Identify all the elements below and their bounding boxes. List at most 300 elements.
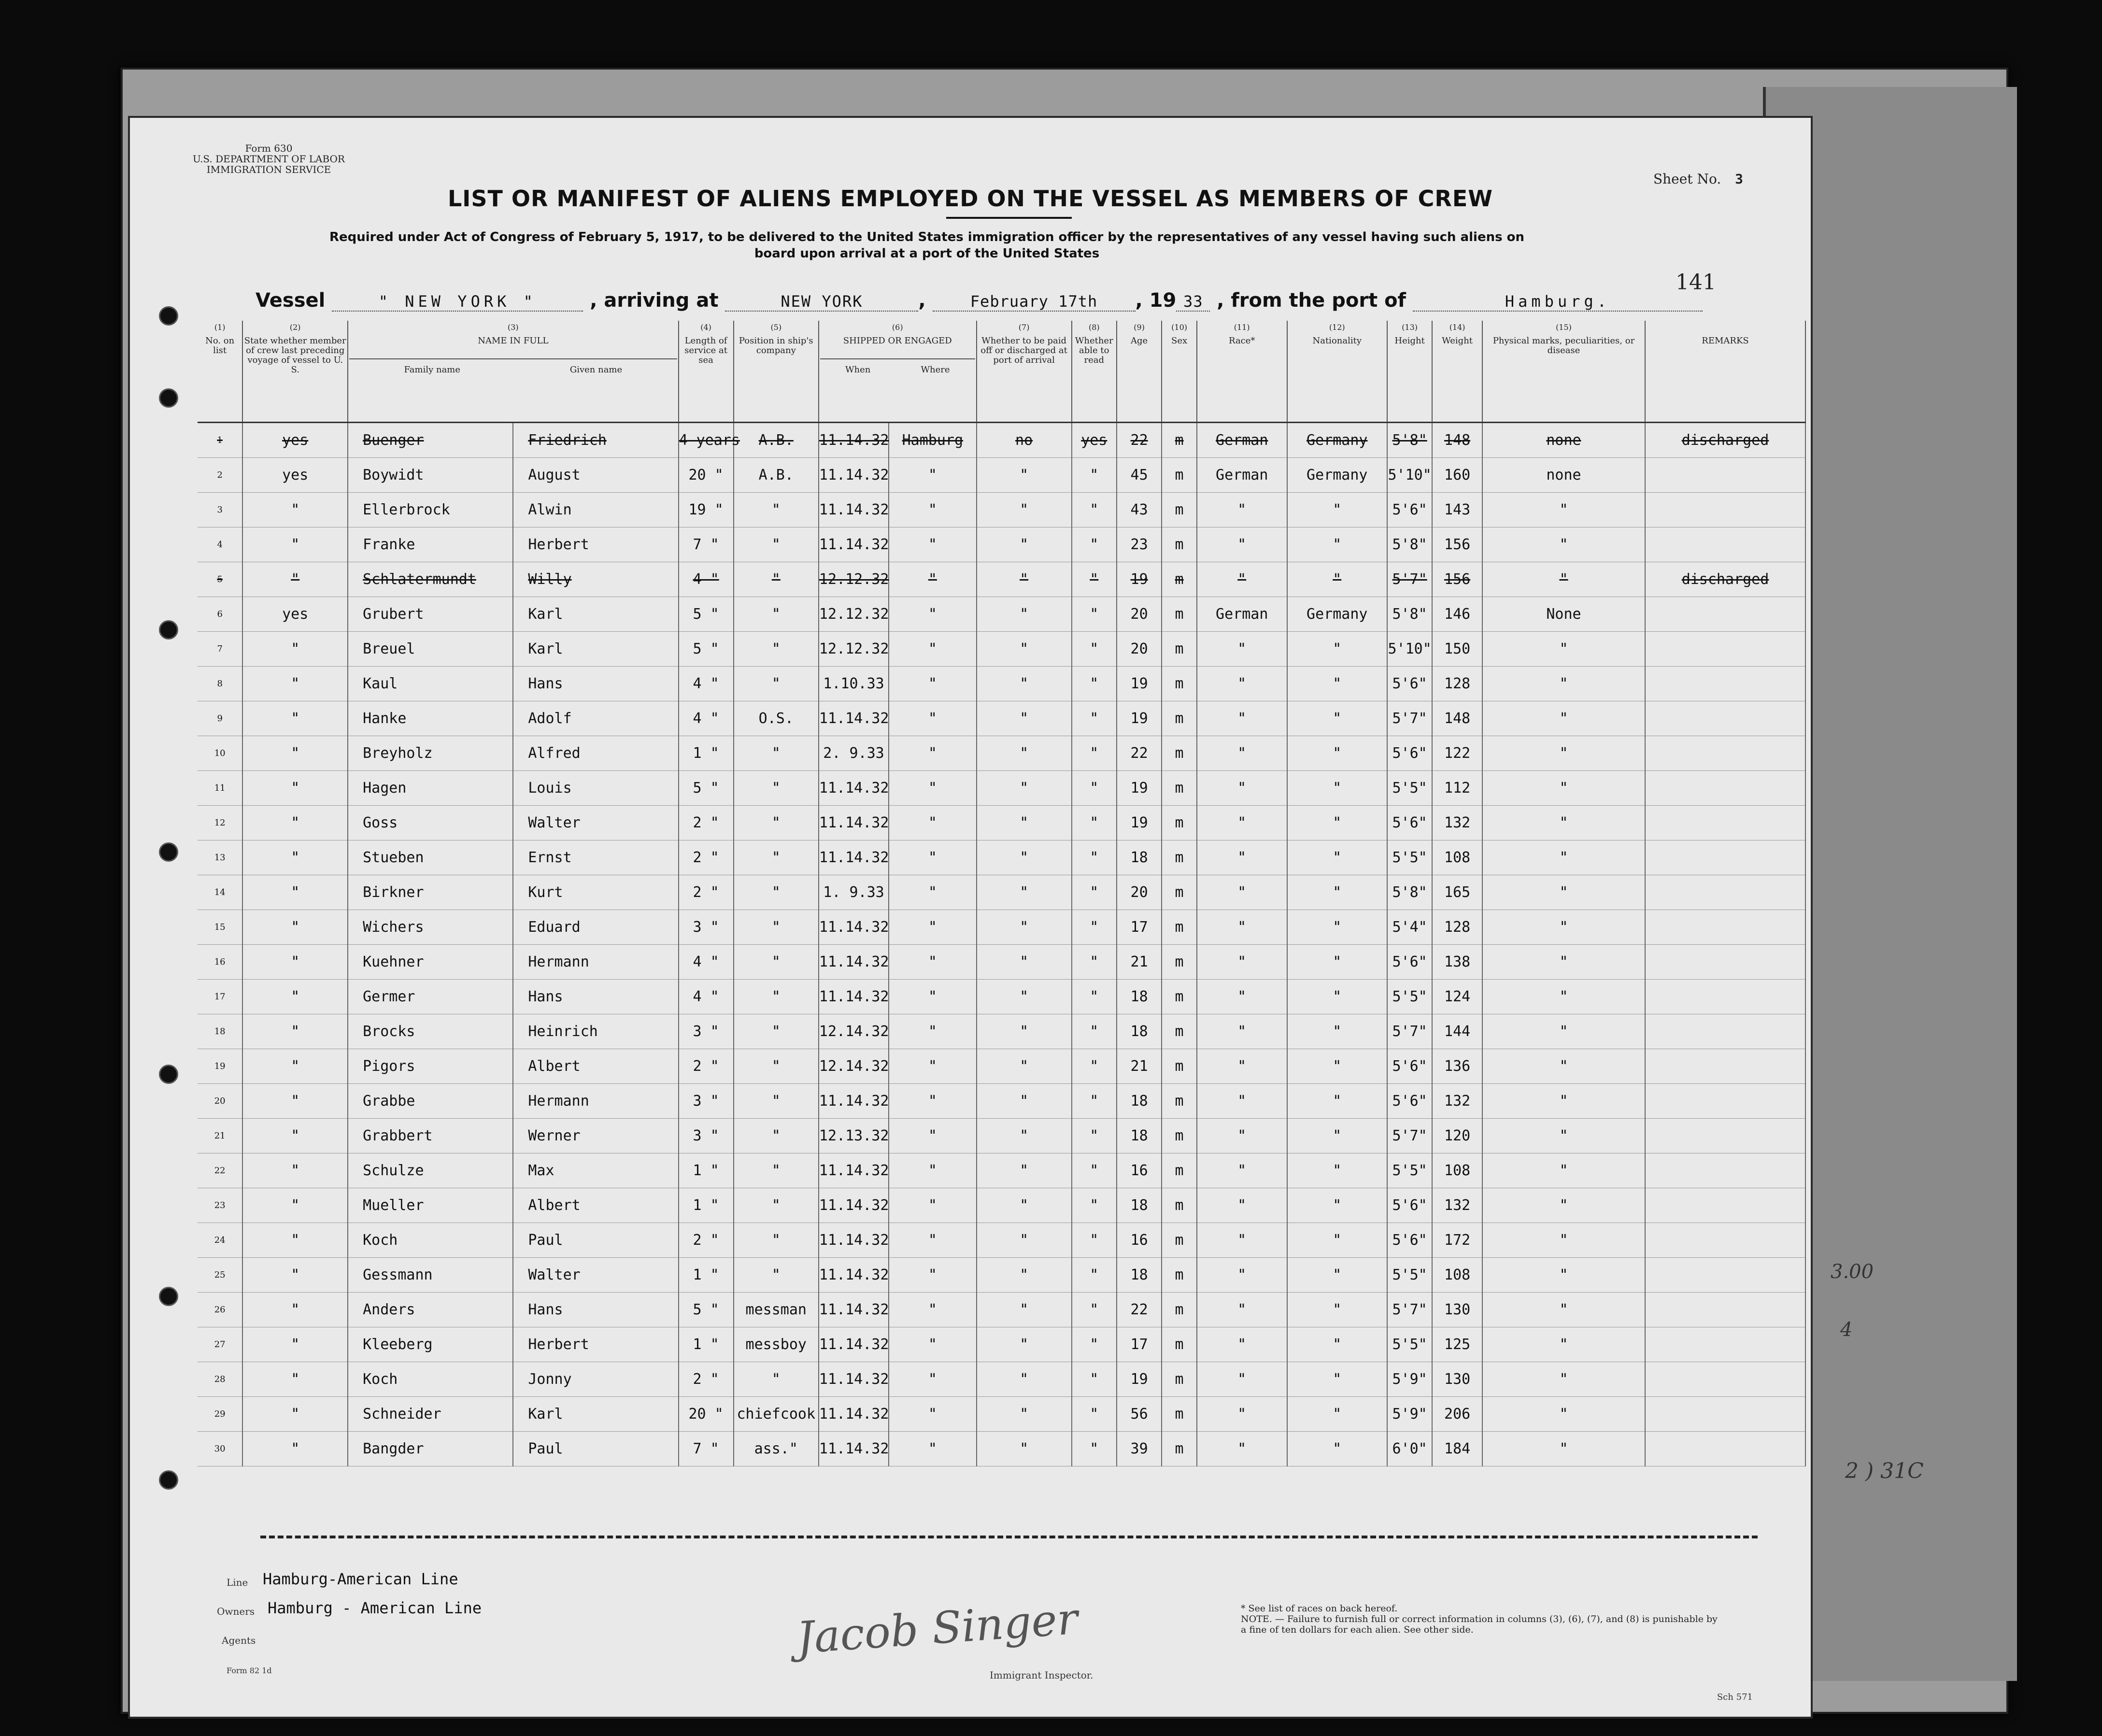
cell-prev: " (242, 840, 348, 875)
cell-paid: " (977, 631, 1072, 666)
cell-nat: " (1287, 631, 1387, 666)
cell-given: Eduard (513, 910, 678, 944)
cell-race: " (1197, 1396, 1287, 1431)
cell-position: " (734, 1223, 819, 1257)
cell-when: 11.14.32 (819, 979, 889, 1014)
manifest-table (198, 321, 1806, 1466)
cell-weight: 136 (1432, 1049, 1482, 1083)
cell-family: Kleeberg (348, 1327, 513, 1362)
cell-weight: 160 (1432, 457, 1482, 492)
cell-position: messman (734, 1292, 819, 1327)
cell-when: 12.14.32 (819, 1014, 889, 1049)
cell-sex: m (1162, 1083, 1197, 1118)
table-row (198, 457, 1805, 492)
cell-race: " (1197, 562, 1287, 597)
cell-height: 5'5" (1387, 1153, 1432, 1188)
col-header-height: (13) Height (1387, 321, 1432, 422)
table-row (198, 1292, 1805, 1327)
cell-n: 26 (198, 1292, 242, 1327)
port-label: , from the port of (1217, 289, 1406, 312)
cell-nat: " (1287, 979, 1387, 1014)
cell-when: 12.12.32 (819, 597, 889, 631)
cell-height: 5'6" (1387, 1083, 1432, 1118)
cell-paid: " (977, 597, 1072, 631)
table-row (198, 562, 1805, 597)
cell-race: " (1197, 805, 1287, 840)
cell-age: 16 (1117, 1223, 1162, 1257)
cell-prev: " (242, 875, 348, 910)
cell-marks: " (1482, 1153, 1645, 1188)
cell-when: 11.14.32 (819, 1153, 889, 1188)
cell-sex: m (1162, 1327, 1197, 1362)
cell-height: 5'6" (1387, 736, 1432, 770)
cell-service: 2 " (679, 1049, 734, 1083)
cell-weight: 125 (1432, 1327, 1482, 1362)
cell-marks: " (1482, 1431, 1645, 1466)
table-row (198, 1014, 1805, 1049)
cell-race: " (1197, 1049, 1287, 1083)
cell-paid: " (977, 457, 1072, 492)
cell-age: 19 (1117, 701, 1162, 736)
cell-sex: m (1162, 805, 1197, 840)
cell-age: 21 (1117, 944, 1162, 979)
cell-nat: " (1287, 1153, 1387, 1188)
cell-when: 11.14.32 (819, 1431, 889, 1466)
cell-prev: " (242, 944, 348, 979)
cell-n: 3 (198, 492, 242, 527)
cell-paid: " (977, 701, 1072, 736)
col-header-read: (8) Whether able to read (1072, 321, 1117, 422)
cell-marks: " (1482, 562, 1645, 597)
cell-age: 21 (1117, 1049, 1162, 1083)
cell-sex: m (1162, 875, 1197, 910)
owners-value: Hamburg - American Line (268, 1599, 482, 1617)
cell-position: " (734, 666, 819, 701)
cell-age: 18 (1117, 1014, 1162, 1049)
cell-service: 4 " (679, 666, 734, 701)
cell-n: 10 (198, 736, 242, 770)
cell-given: Adolf (513, 701, 678, 736)
cell-nat: " (1287, 1014, 1387, 1049)
cell-sex: m (1162, 736, 1197, 770)
cell-paid: " (977, 840, 1072, 875)
cell-nat: Germany (1287, 457, 1387, 492)
cell-weight: 132 (1432, 805, 1482, 840)
cell-read: " (1072, 631, 1117, 666)
races-note: * See list of races on back hereof. (1241, 1603, 1398, 1614)
col-header-sex: (10) Sex (1162, 321, 1197, 422)
cell-height: 5'10" (1387, 631, 1432, 666)
cell-sex: m (1162, 1223, 1197, 1257)
cell-when: 12.12.32 (819, 631, 889, 666)
cell-sex: m (1162, 840, 1197, 875)
cell-remarks (1645, 492, 1805, 527)
cell-paid: " (977, 910, 1072, 944)
cell-family: Grabbert (348, 1118, 513, 1153)
cell-read: " (1072, 597, 1117, 631)
cell-service: 20 " (679, 457, 734, 492)
cell-n: 28 (198, 1362, 242, 1396)
table-row (198, 631, 1805, 666)
agents-label: Agents (222, 1635, 256, 1646)
cell-where: " (889, 1327, 976, 1362)
cell-read: " (1072, 1431, 1117, 1466)
cell-remarks (1645, 1083, 1805, 1118)
cell-position: ass." (734, 1431, 819, 1466)
binder-hole (159, 1470, 178, 1490)
cell-given: Paul (513, 1431, 678, 1466)
cell-age: 18 (1117, 979, 1162, 1014)
cell-nat: " (1287, 944, 1387, 979)
cell-remarks (1645, 1118, 1805, 1153)
cell-nat: " (1287, 736, 1387, 770)
cell-given: Friedrich (513, 422, 678, 457)
cell-given: Karl (513, 597, 678, 631)
cell-age: 18 (1117, 1118, 1162, 1153)
cell-service: 7 " (679, 1431, 734, 1466)
cell-sex: m (1162, 631, 1197, 666)
cell-when: 11.14.32 (819, 701, 889, 736)
cell-where: " (889, 1257, 976, 1292)
cell-given: Albert (513, 1049, 678, 1083)
cell-position: " (734, 492, 819, 527)
cell-position: " (734, 910, 819, 944)
cell-remarks (1645, 1362, 1805, 1396)
cell-sex: m (1162, 527, 1197, 562)
cell-marks: " (1482, 527, 1645, 562)
col-header-previous-voyage: (2) State whether member of crew last preceding voyage of vessel to U. S. (242, 321, 348, 422)
cell-weight: 130 (1432, 1292, 1482, 1327)
cell-where: " (889, 1118, 976, 1153)
cell-given: Louis (513, 770, 678, 805)
cell-prev: " (242, 666, 348, 701)
cell-family: Wichers (348, 910, 513, 944)
cell-when: 12.12.32 (819, 562, 889, 597)
cell-age: 19 (1117, 666, 1162, 701)
cell-n: 6 (198, 597, 242, 631)
cell-n: 29 (198, 1396, 242, 1431)
cell-paid: " (977, 1118, 1072, 1153)
cell-marks: " (1482, 910, 1645, 944)
table-row (198, 1188, 1805, 1223)
cell-marks: none (1482, 422, 1645, 457)
cell-nat: " (1287, 875, 1387, 910)
cell-n: 17 (198, 979, 242, 1014)
cell-given: Ernst (513, 840, 678, 875)
col-header-position: (5) Position in ship's company (734, 321, 819, 422)
cell-height: 5'7" (1387, 701, 1432, 736)
cell-height: 5'8" (1387, 875, 1432, 910)
cell-read: " (1072, 492, 1117, 527)
cell-weight: 150 (1432, 631, 1482, 666)
cell-height: 5'5" (1387, 770, 1432, 805)
cell-paid: " (977, 770, 1072, 805)
cell-family: Anders (348, 1292, 513, 1327)
cell-age: 19 (1117, 805, 1162, 840)
cell-service: 3 " (679, 910, 734, 944)
cell-where: " (889, 562, 976, 597)
cell-when: 11.14.32 (819, 910, 889, 944)
cell-nat: " (1287, 910, 1387, 944)
table-row (198, 597, 1805, 631)
margin-scribble: 4 (1840, 1319, 1853, 1341)
sheet-number (1653, 171, 1743, 187)
cell-when: 11.14.32 (819, 1083, 889, 1118)
cell-race: " (1197, 1014, 1287, 1049)
cell-age: 17 (1117, 910, 1162, 944)
cell-marks: none (1482, 457, 1645, 492)
col-header-remarks: REMARKS (1645, 321, 1805, 422)
cell-nat: " (1287, 1257, 1387, 1292)
cell-marks: " (1482, 1083, 1645, 1118)
cell-marks: " (1482, 1223, 1645, 1257)
binder-hole (159, 1287, 178, 1306)
cell-family: Breuel (348, 631, 513, 666)
cell-when: 1.10.33 (819, 666, 889, 701)
cell-service: 4 " (679, 701, 734, 736)
cell-service: 7 " (679, 527, 734, 562)
cell-marks: " (1482, 1396, 1645, 1431)
page-subtitle: Required under Act of Congress of February 5, 1917, to be delivered to the United States immigration officer by the representatives of any vessel having such aliens on board upon arrival at a port of the United States (329, 230, 1525, 261)
service-name: IMMIGRATION SERVICE (206, 164, 331, 175)
cell-paid: " (977, 875, 1072, 910)
cell-prev: yes (242, 422, 348, 457)
cell-sex: m (1162, 1292, 1197, 1327)
cell-sex: m (1162, 770, 1197, 805)
table-row (198, 1257, 1805, 1292)
cell-sex: m (1162, 1257, 1197, 1292)
cell-prev: " (242, 1292, 348, 1327)
cell-where: " (889, 875, 976, 910)
cell-weight: 156 (1432, 562, 1482, 597)
cell-n: 25 (198, 1257, 242, 1292)
cell-race: " (1197, 1153, 1287, 1188)
table-row (198, 736, 1805, 770)
cell-age: 22 (1117, 422, 1162, 457)
cell-nat: Germany (1287, 597, 1387, 631)
cell-n: 7 (198, 631, 242, 666)
cell-when: 12.13.32 (819, 1118, 889, 1153)
cell-given: Paul (513, 1223, 678, 1257)
cell-weight: 138 (1432, 944, 1482, 979)
cell-read: " (1072, 875, 1117, 910)
table-row (198, 1083, 1805, 1118)
title-rule (946, 217, 1072, 219)
cell-when: 11.14.32 (819, 944, 889, 979)
cell-family: Franke (348, 527, 513, 562)
cell-remarks (1645, 736, 1805, 770)
cell-n: 27 (198, 1327, 242, 1362)
cell-family: Buenger (348, 422, 513, 457)
cell-age: 22 (1117, 1292, 1162, 1327)
cell-height: 5'10" (1387, 457, 1432, 492)
cell-race: " (1197, 1257, 1287, 1292)
cell-read: " (1072, 979, 1117, 1014)
cell-service: 4 " (679, 562, 734, 597)
cell-given: Walter (513, 805, 678, 840)
cell-read: " (1072, 1223, 1117, 1257)
binder-hole (159, 620, 178, 640)
cell-service: 3 " (679, 1118, 734, 1153)
cell-service: 4 " (679, 944, 734, 979)
cell-age: 16 (1117, 1153, 1162, 1188)
cell-paid: " (977, 805, 1072, 840)
cell-n: 2 (198, 457, 242, 492)
cell-position: " (734, 1362, 819, 1396)
cell-service: 5 " (679, 631, 734, 666)
cell-sex: m (1162, 1153, 1197, 1188)
cell-marks: " (1482, 770, 1645, 805)
cell-weight: 124 (1432, 979, 1482, 1014)
cell-position: " (734, 597, 819, 631)
cell-where: " (889, 666, 976, 701)
cell-nat: " (1287, 701, 1387, 736)
cell-position: " (734, 875, 819, 910)
cell-age: 43 (1117, 492, 1162, 527)
col-header-paid-off: (7) Whether to be paid off or discharged at port of arrival (977, 321, 1072, 422)
cell-family: Ellerbrock (348, 492, 513, 527)
cell-position: " (734, 736, 819, 770)
cell-paid: " (977, 1188, 1072, 1223)
cell-family: Boywidt (348, 457, 513, 492)
cell-sex: m (1162, 1396, 1197, 1431)
table-row (198, 1327, 1805, 1362)
cell-read: " (1072, 736, 1117, 770)
cell-race: German (1197, 597, 1287, 631)
cell-service: 2 " (679, 1362, 734, 1396)
cell-given: Kurt (513, 875, 678, 910)
cell-paid: " (977, 979, 1072, 1014)
cell-remarks (1645, 597, 1805, 631)
cell-read: " (1072, 1083, 1117, 1118)
cell-family: Stueben (348, 840, 513, 875)
cell-service: 2 " (679, 840, 734, 875)
cell-when: 11.14.32 (819, 492, 889, 527)
cell-service: 19 " (679, 492, 734, 527)
cell-when: 1. 9.33 (819, 875, 889, 910)
cell-remarks (1645, 875, 1805, 910)
cell-height: 5'6" (1387, 944, 1432, 979)
cell-remarks (1645, 770, 1805, 805)
cell-read: " (1072, 562, 1117, 597)
cell-nat: " (1287, 1431, 1387, 1466)
cell-remarks (1645, 1257, 1805, 1292)
cell-n: 30 (198, 1431, 242, 1466)
cell-nat: " (1287, 1049, 1387, 1083)
cell-service: 3 " (679, 1083, 734, 1118)
table-row (198, 1223, 1805, 1257)
cell-weight: 120 (1432, 1118, 1482, 1153)
cell-given: Jonny (513, 1362, 678, 1396)
cell-where: " (889, 910, 976, 944)
cell-paid: " (977, 944, 1072, 979)
cell-sex: m (1162, 1362, 1197, 1396)
cell-where: " (889, 1083, 976, 1118)
cell-prev: " (242, 1153, 348, 1188)
cell-given: Hans (513, 979, 678, 1014)
year-suffix: 33 (1176, 292, 1210, 312)
cell-height: 5'4" (1387, 910, 1432, 944)
cell-height: 5'6" (1387, 666, 1432, 701)
cell-nat: " (1287, 527, 1387, 562)
cell-remarks (1645, 1014, 1805, 1049)
form-code: Form 82 1d (227, 1666, 272, 1675)
cell-height: 5'5" (1387, 840, 1432, 875)
cell-read: " (1072, 1118, 1117, 1153)
cell-where: Hamburg (889, 422, 976, 457)
cell-prev: " (242, 1014, 348, 1049)
cell-read: " (1072, 1362, 1117, 1396)
cell-age: 18 (1117, 1257, 1162, 1292)
cell-position: " (734, 1083, 819, 1118)
cell-when: 11.14.32 (819, 805, 889, 840)
cell-sex: m (1162, 1049, 1197, 1083)
cell-service: 5 " (679, 770, 734, 805)
cell-paid: " (977, 1257, 1072, 1292)
cell-position: chiefcook (734, 1396, 819, 1431)
cell-nat: " (1287, 1083, 1387, 1118)
margin-scribble: 2 ) 31C (1845, 1459, 1924, 1483)
cell-prev: " (242, 631, 348, 666)
cell-family: Birkner (348, 875, 513, 910)
cell-given: Alfred (513, 736, 678, 770)
table-row (198, 492, 1805, 527)
cell-race: " (1197, 770, 1287, 805)
cell-service: 5 " (679, 597, 734, 631)
penalty-note: NOTE. — Failure to furnish full or correct information in columns (3), (6), (7), and (8) is punishable by a fine of ten dollars for each alien. See other side. (1241, 1614, 1718, 1635)
cell-nat: " (1287, 1292, 1387, 1327)
cell-race: " (1197, 1362, 1287, 1396)
cell-prev: " (242, 701, 348, 736)
cell-marks: " (1482, 1014, 1645, 1049)
cell-remarks (1645, 805, 1805, 840)
table-row (198, 1118, 1805, 1153)
cell-race: " (1197, 701, 1287, 736)
cell-weight: 108 (1432, 840, 1482, 875)
footer-note (1241, 1603, 1724, 1635)
cell-remarks (1645, 666, 1805, 701)
cell-read: " (1072, 770, 1117, 805)
cell-race: German (1197, 457, 1287, 492)
cell-read: " (1072, 805, 1117, 840)
form-number: Form 630 (245, 142, 293, 154)
cell-prev: yes (242, 597, 348, 631)
owners-label: Owners (217, 1606, 255, 1617)
cell-n: 23 (198, 1188, 242, 1223)
col-header-where: Where (921, 365, 950, 375)
table-row (198, 1431, 1805, 1466)
cell-sex: m (1162, 701, 1197, 736)
vessel-label: Vessel (256, 289, 326, 312)
cell-marks: " (1482, 1257, 1645, 1292)
cell-height: 5'8" (1387, 527, 1432, 562)
cell-weight: 108 (1432, 1257, 1482, 1292)
cell-sex: m (1162, 910, 1197, 944)
cell-position: " (734, 1188, 819, 1223)
cell-age: 18 (1117, 840, 1162, 875)
cell-nat: " (1287, 1223, 1387, 1257)
cell-when: 11.14.32 (819, 1327, 889, 1362)
cell-when: 2. 9.33 (819, 736, 889, 770)
cell-age: 19 (1117, 562, 1162, 597)
table-row (198, 979, 1805, 1014)
cell-given: Willy (513, 562, 678, 597)
cell-n: 1 (198, 422, 242, 457)
cell-position: " (734, 944, 819, 979)
cell-position: " (734, 1014, 819, 1049)
cell-n: 13 (198, 840, 242, 875)
cell-weight: 132 (1432, 1083, 1482, 1118)
